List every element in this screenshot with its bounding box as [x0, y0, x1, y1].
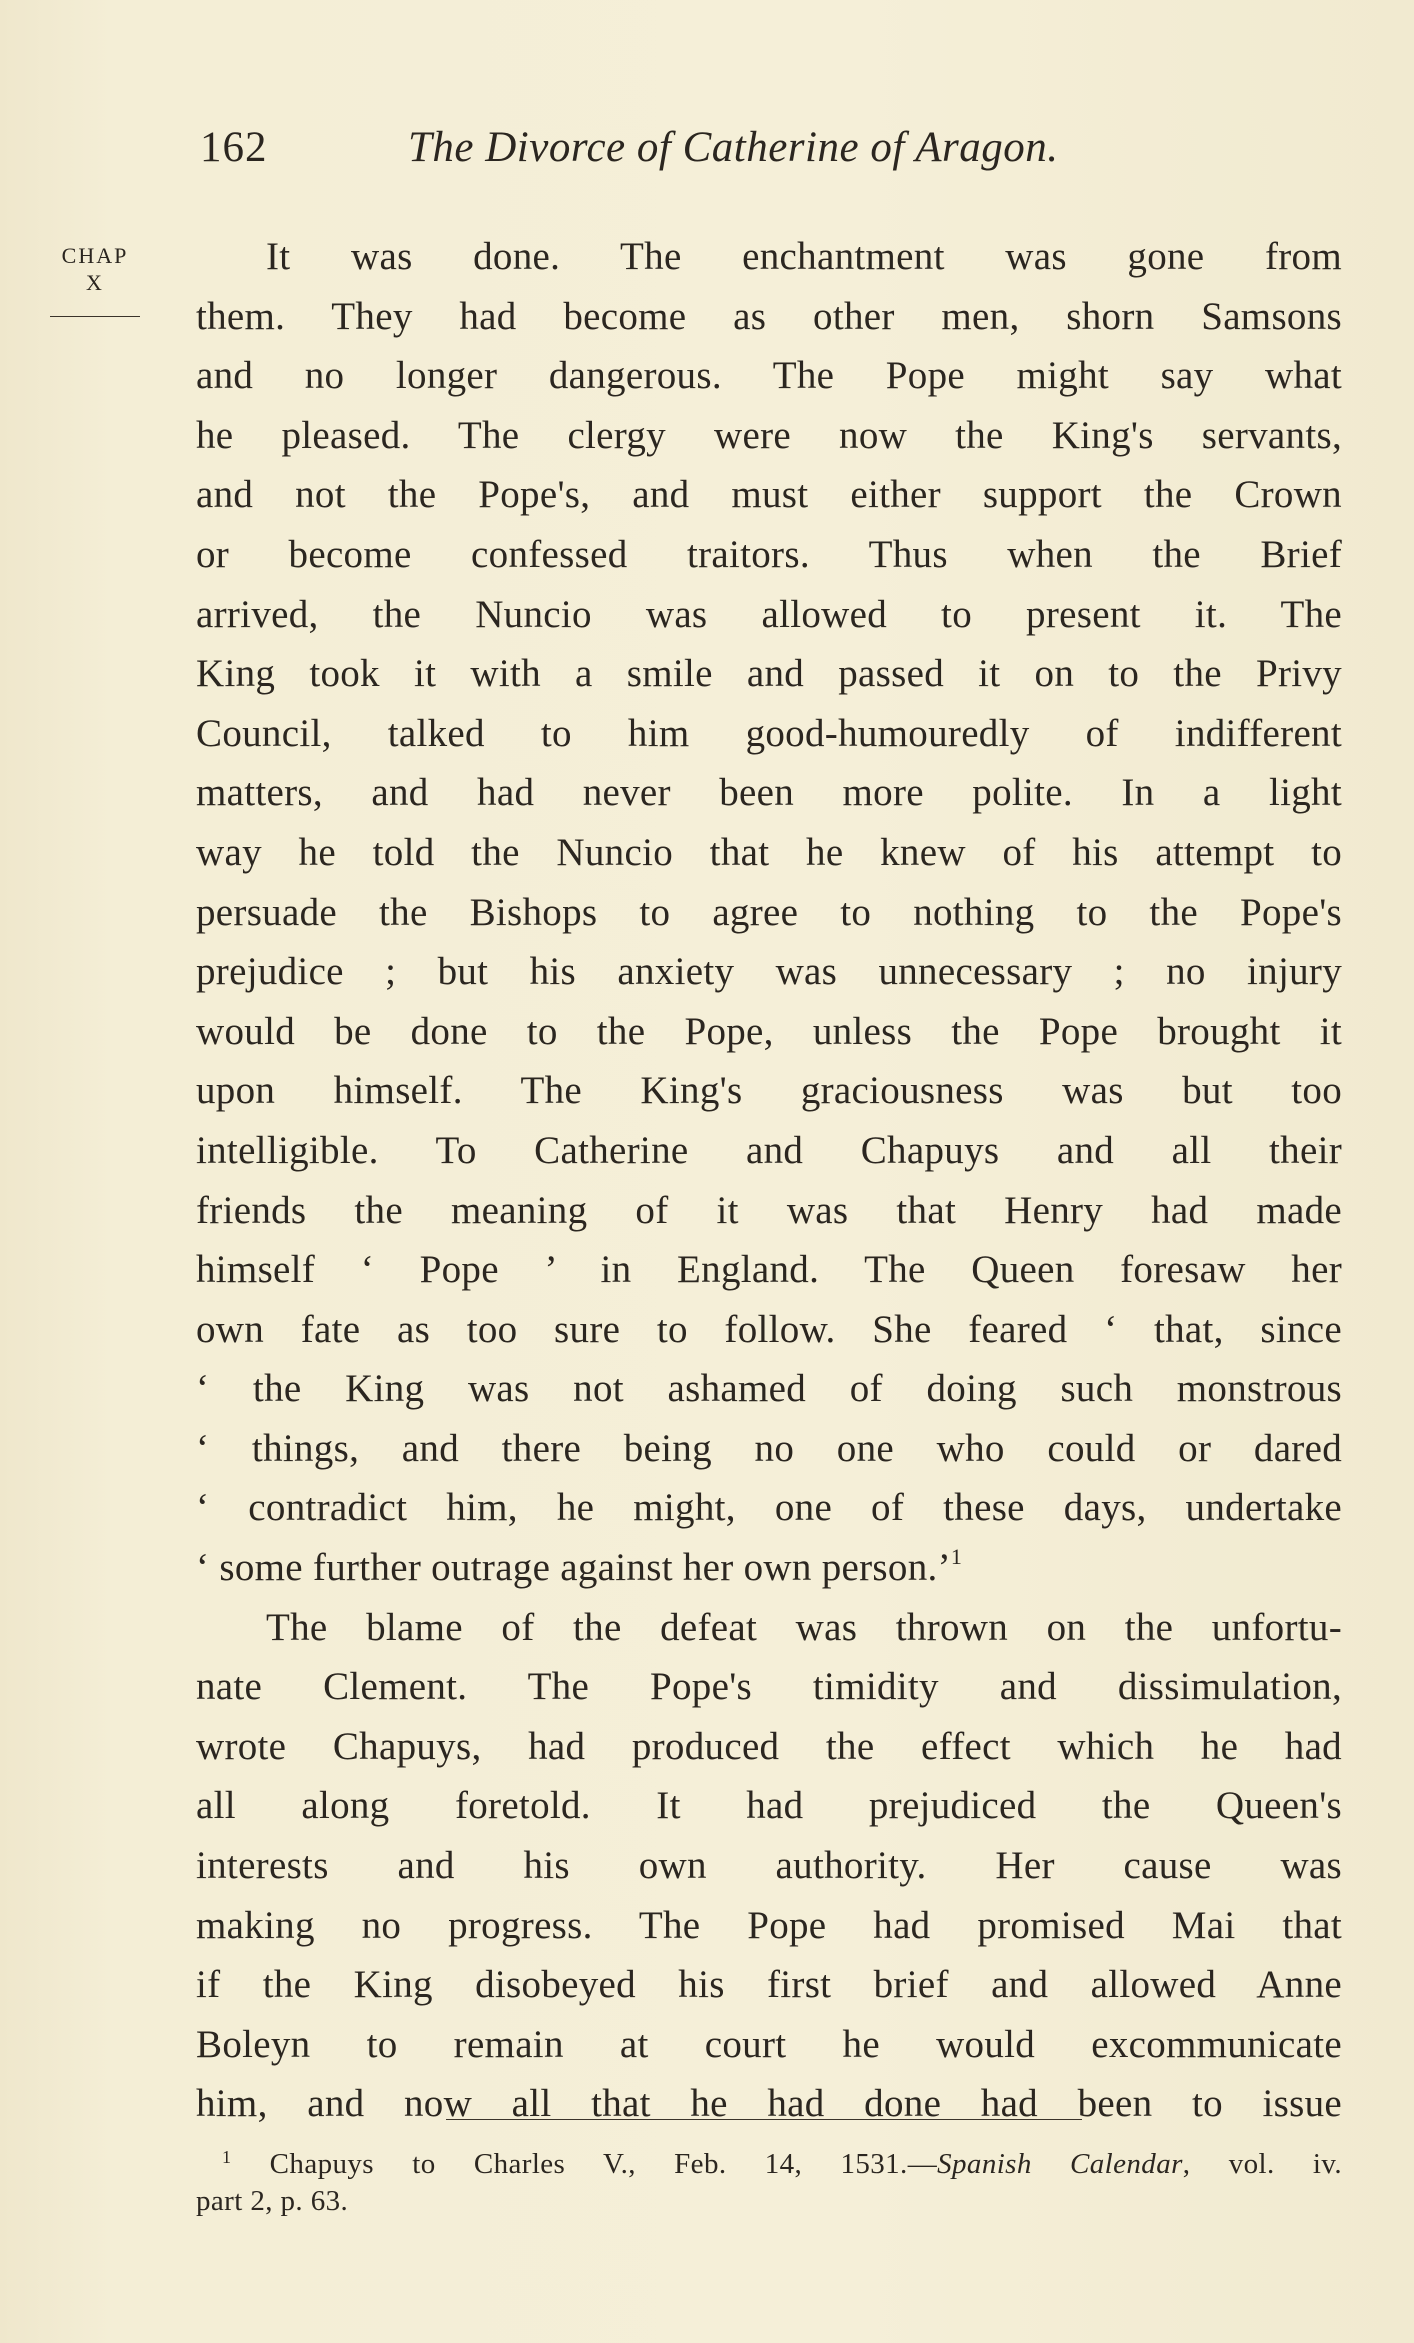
footnote-source: Spanish Calendar	[937, 2148, 1183, 2180]
chapter-label: CHAP	[61, 243, 129, 268]
text-line: It was done. The enchantment was gone from	[266, 235, 1342, 278]
footnote-continuation: part 2, p. 63.	[196, 2185, 349, 2217]
text-line: and not the Pope's, and must either support the Crown	[196, 473, 1342, 517]
text-line: interests and his own authority. Her cause was	[196, 1844, 1342, 1888]
chapter-number: X	[86, 270, 104, 295]
chapter-rule	[50, 316, 140, 317]
text-line: Council, talked to him good-humouredly of indifferent	[196, 711, 1342, 755]
text-line: persuade the Bishops to agree to nothing to the Pope's	[196, 890, 1342, 934]
footnotes	[196, 2135, 1342, 2223]
text-line: if the King disobeyed his first brief and allowed Anne	[196, 1963, 1342, 2007]
footnote	[196, 2135, 1342, 2179]
footnote-reference[interactable]: 1	[950, 1544, 963, 1570]
running-head	[200, 118, 1200, 178]
text-line: matters, and had never been more polite. In a light	[196, 771, 1342, 815]
footnote-marker: 1	[222, 2147, 232, 2167]
text-line: would be done to the Pope, unless the Pope brought it	[196, 1009, 1342, 1053]
text-line: making no progress. The Pope had promised Mai that	[196, 1903, 1342, 1947]
text-line-with-footnote-ref	[196, 1538, 1342, 1598]
text-line: them. They had become as other men, shorn Samsons	[196, 294, 1342, 338]
text-line: ‘ the King was not ashamed of doing such monstrous	[196, 1367, 1342, 1411]
text-line: King took it with a smile and passed it on to the Privy	[196, 652, 1342, 696]
text-line: he pleased. The clergy were now the King's servants,	[196, 413, 1342, 457]
text-line: friends the meaning of it was that Henry had made	[196, 1188, 1342, 1232]
text-line: own fate as too sure to follow. She feared ‘ that, since	[196, 1307, 1342, 1351]
text-line: wrote Chapuys, had produced the effect which he had	[196, 1724, 1342, 1768]
text-line: and no longer dangerous. The Pope might say what	[196, 354, 1342, 398]
text-line: nate Clement. The Pope's timidity and dissimulation,	[196, 1665, 1342, 1709]
footnote-text: Chapuys to Charles V., Feb. 14, 1531.—	[269, 2148, 938, 2180]
body-text	[196, 227, 1342, 2134]
text-line: intelligible. To Catherine and Chapuys and all their	[196, 1128, 1342, 1172]
text-line: The blame of the defeat was thrown on the unfortu-	[266, 1605, 1342, 1649]
running-title: The Divorce of Catherine of Aragon.	[408, 124, 1059, 171]
footnote-rule	[446, 2119, 1082, 2120]
text-line: way he told the Nuncio that he knew of his attempt to	[196, 830, 1342, 874]
text-line: himself ‘ Pope ’ in England. The Queen foresaw her	[196, 1248, 1342, 1292]
page-number: 162	[200, 124, 268, 171]
text-line: ‘ things, and there being no one who could or dared	[196, 1426, 1342, 1470]
text-line: ‘ some further outrage against her own person.’	[196, 1546, 951, 1590]
text-line: upon himself. The King's graciousness was but too	[196, 1069, 1342, 1113]
text-line: him, and now all that he had done had been to issue	[196, 2082, 1342, 2126]
text-line: all along foretold. It had prejudiced the Queen's	[196, 1784, 1342, 1828]
chapter-margin-note	[50, 242, 140, 317]
text-line: or become confessed traitors. Thus when the Brief	[196, 532, 1342, 576]
text-line: arrived, the Nuncio was allowed to present it. The	[196, 592, 1342, 636]
text-line: prejudice ; but his anxiety was unnecessary ; no injury	[196, 950, 1342, 994]
footnote-volume: , vol. iv.	[1182, 2148, 1342, 2180]
text-line: ‘ contradict him, he might, one of these days, undertake	[196, 1486, 1342, 1530]
text-line: Boleyn to remain at court he would excommunicate	[196, 2022, 1342, 2066]
